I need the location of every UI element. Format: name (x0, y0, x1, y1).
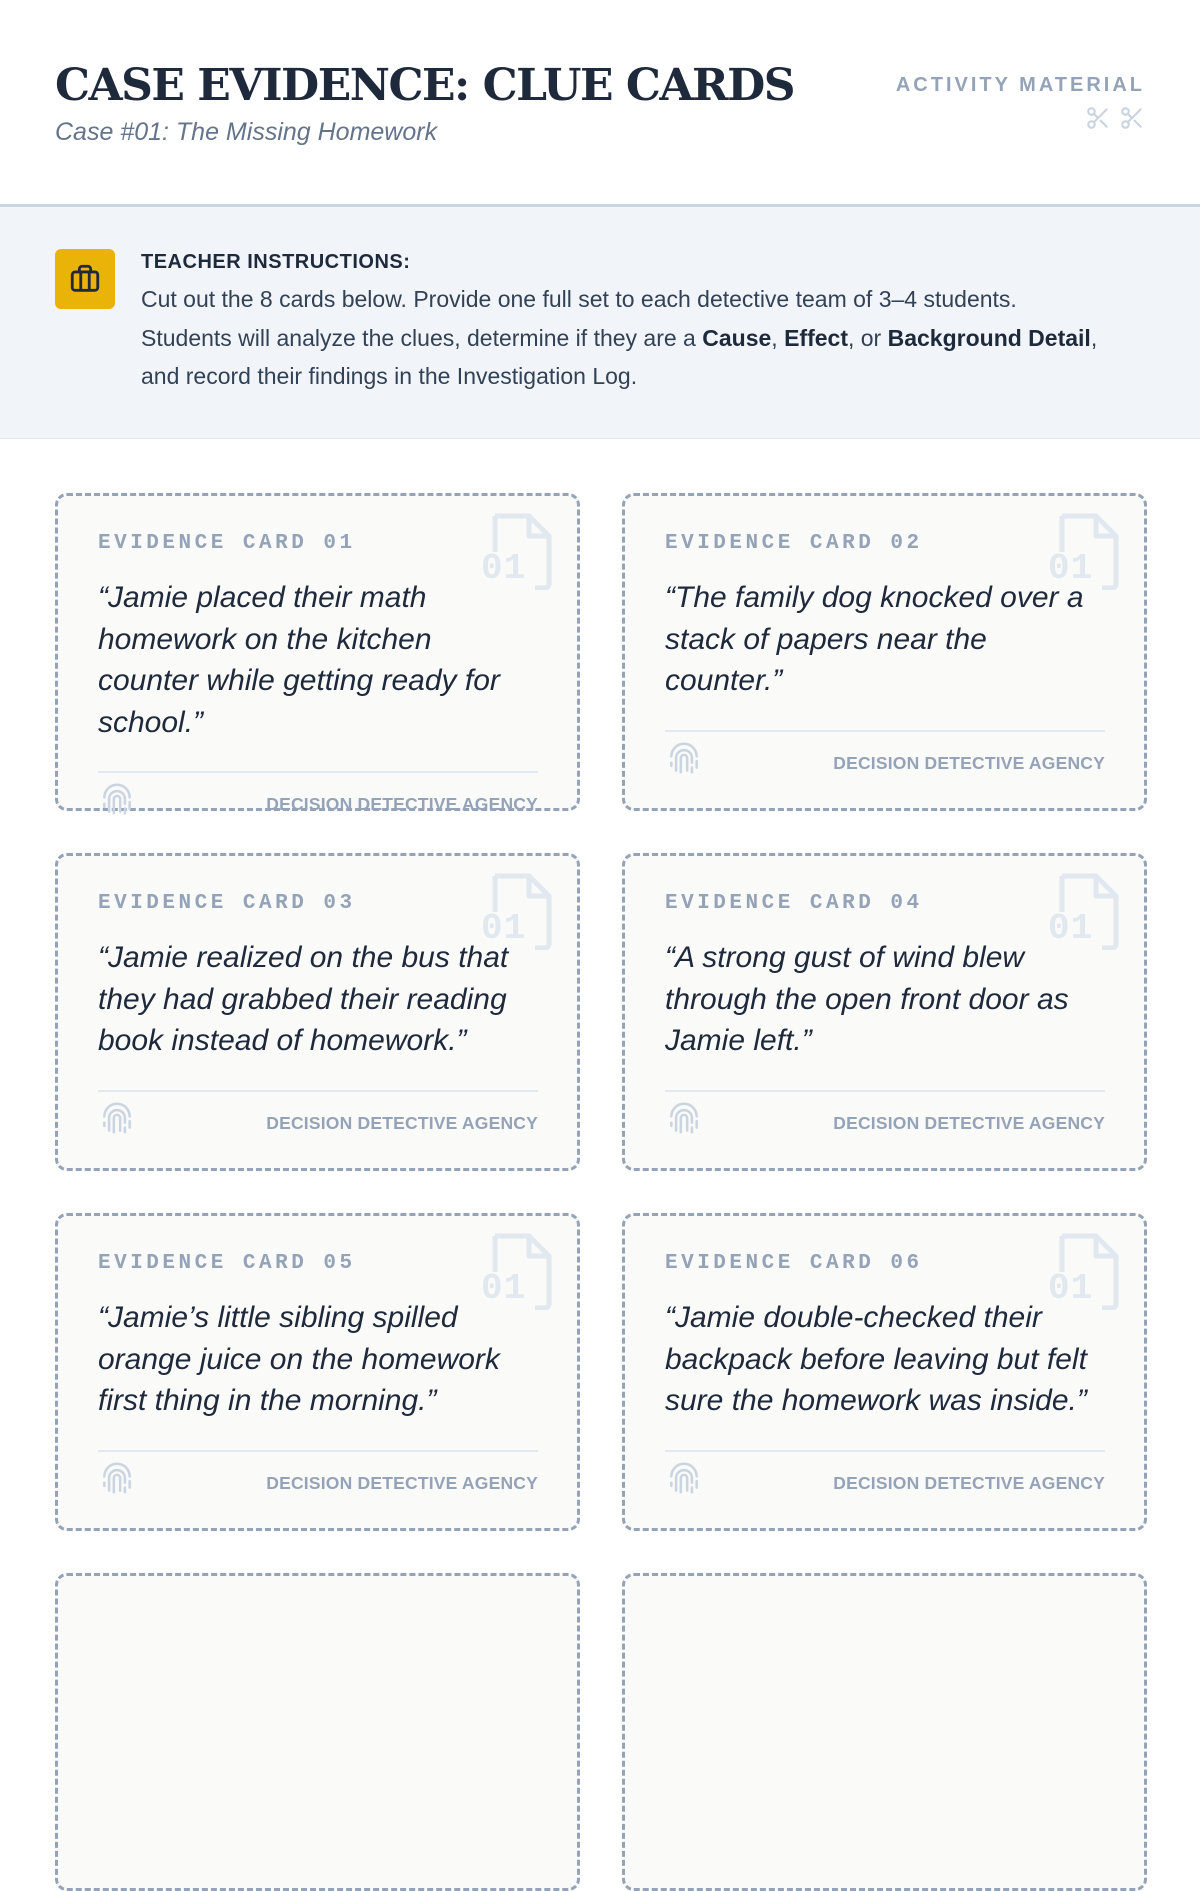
fingerprint-icon (665, 739, 703, 782)
scissors-icon-group (896, 105, 1145, 131)
document-badge: 01 (481, 548, 527, 589)
card-label: EVIDENCE CARD 06 (665, 1252, 923, 1275)
document-icon (1048, 1232, 1122, 1310)
card-footer (98, 1090, 538, 1138)
card-label: EVIDENCE CARD 02 (665, 532, 923, 555)
card-footer (665, 1450, 1105, 1498)
instructions-or: , or (847, 324, 888, 351)
fingerprint-icon (98, 1099, 136, 1142)
card-footer (98, 1450, 538, 1498)
card-clue-text: “The family dog knocked over a stack of papers near the counter.” (665, 581, 1084, 697)
term-cause: Cause (702, 324, 772, 351)
instructions-text-part2: , and record their findings in the Investigation Log. (141, 324, 1098, 389)
card-clue-text: “A strong gust of wind blew through the open front door as Jamie left.” (665, 941, 1069, 1057)
evidence-card (622, 853, 1147, 1171)
case-subtitle: Case #01: The Missing Homework (55, 118, 438, 146)
document-badge: 01 (1048, 548, 1094, 589)
document-icon (1048, 872, 1122, 950)
card-footer (665, 730, 1105, 778)
term-background-detail: Background Detail (887, 324, 1091, 351)
instructions-body (141, 249, 1101, 438)
card-clue-text: “Jamie placed their math homework on the kitchen counter while getting ready for school.” (98, 581, 500, 739)
evidence-card-partial (622, 1573, 1147, 1891)
evidence-card (55, 493, 580, 814)
card-label: EVIDENCE CARD 05 (98, 1252, 356, 1275)
instructions-text-part1: Cut out the 8 cards below. Provide one full set to each detective team of 3–4 students. Students will analyze the clues, determine if they are a (141, 286, 1017, 351)
evidence-card (55, 1213, 580, 1531)
document-badge: 01 (1048, 908, 1094, 949)
instructions-heading: TEACHER INSTRUCTIONS: (141, 251, 411, 273)
document-icon (481, 1232, 555, 1310)
card-footer (665, 1090, 1105, 1138)
instructions-comma: , (771, 324, 785, 351)
page-header (0, 0, 1200, 207)
card-clue-text: “Jamie’s little sibling spilled orange juice on the homework first thing in the morning.” (98, 1301, 500, 1417)
card-label: EVIDENCE CARD 03 (98, 892, 356, 915)
briefcase-icon (55, 249, 115, 309)
card-label: EVIDENCE CARD 01 (98, 532, 356, 555)
document-badge: 01 (481, 908, 527, 949)
fingerprint-icon (665, 1459, 703, 1502)
card-label: EVIDENCE CARD 04 (665, 892, 923, 915)
card-clue-text: “Jamie double-checked their backpack before leaving but felt sure the homework was inside.” (665, 1301, 1087, 1417)
scissors-icon (1085, 105, 1111, 131)
card-clue-text: “Jamie realized on the bus that they had grabbed their reading book instead of homework.” (98, 941, 509, 1057)
activity-material (896, 74, 1145, 131)
document-badge: 01 (1048, 1268, 1094, 1309)
card-footer (98, 771, 538, 819)
teacher-instructions (0, 207, 1200, 439)
evidence-card-grid (55, 493, 1147, 1891)
evidence-card (55, 853, 580, 1171)
evidence-card-partial (55, 1573, 580, 1891)
agency-name: DECISION DETECTIVE AGENCY (833, 1112, 1105, 1133)
material-label: ACTIVITY MATERIAL (895, 74, 1145, 96)
fingerprint-icon (98, 1459, 136, 1502)
document-badge: 01 (481, 1268, 527, 1309)
fingerprint-icon (98, 780, 136, 823)
document-icon (481, 872, 555, 950)
agency-name: DECISION DETECTIVE AGENCY (833, 1472, 1105, 1493)
page-title: CASE EVIDENCE: CLUE CARDS (55, 60, 795, 111)
agency-name: DECISION DETECTIVE AGENCY (266, 794, 538, 814)
term-effect: Effect (784, 324, 848, 351)
fingerprint-icon (665, 1099, 703, 1142)
document-icon (1048, 512, 1122, 590)
evidence-card (622, 493, 1147, 811)
scissors-icon (1119, 105, 1145, 131)
agency-name: DECISION DETECTIVE AGENCY (266, 1472, 538, 1493)
agency-name: DECISION DETECTIVE AGENCY (266, 1112, 538, 1133)
document-icon (481, 512, 555, 590)
evidence-card (622, 1213, 1147, 1531)
instructions-text (141, 280, 1101, 396)
agency-name: DECISION DETECTIVE AGENCY (833, 752, 1105, 773)
